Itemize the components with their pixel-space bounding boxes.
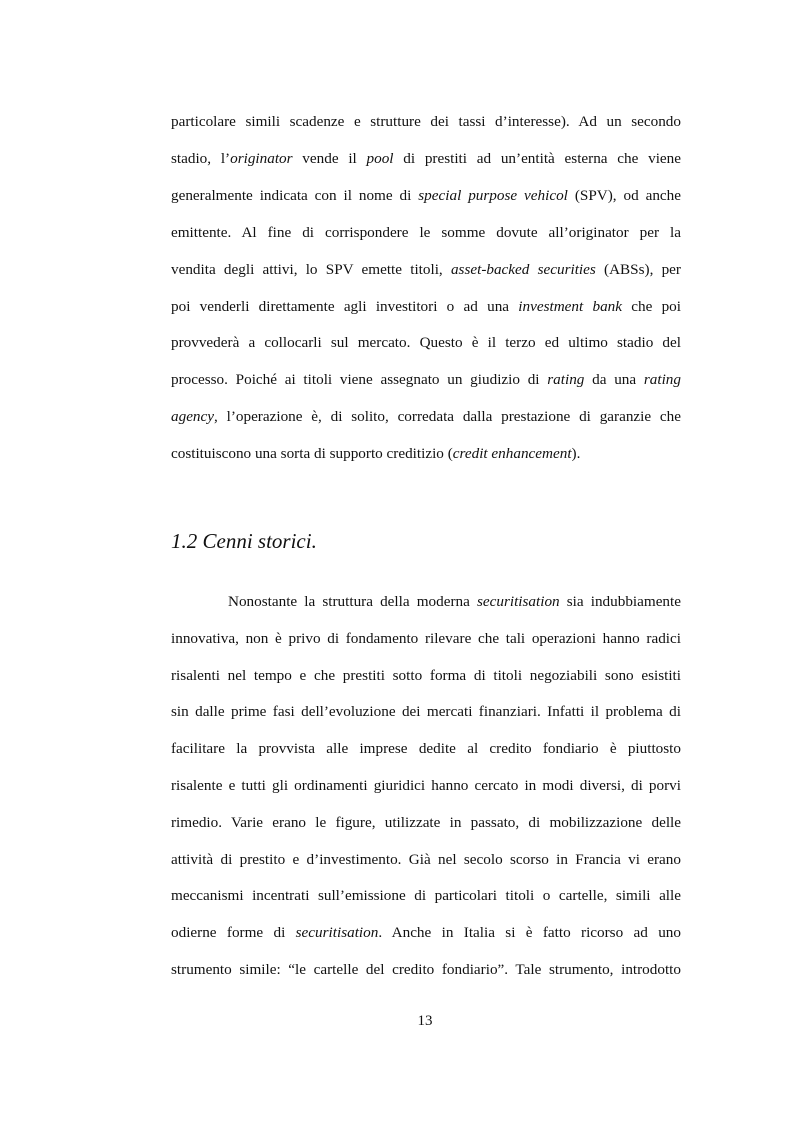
text-run: Nonostante la struttura della moderna [228, 593, 477, 610]
text-run: costituiscono una sorta di supporto creditizio ( [171, 445, 453, 463]
text-run: ). [571, 445, 581, 463]
italic-term: asset-backed securities [450, 260, 596, 278]
text-run: sia indubbiamente [559, 593, 681, 610]
text-line [171, 739, 681, 759]
text-run: processo. Poiché ai titoli viene assegnato un giudizio di [171, 371, 548, 389]
text-line [171, 407, 681, 427]
text-line [171, 629, 681, 649]
page-number: 13 [417, 1013, 433, 1029]
text-run: particolare simili scadenze e strutture dei tassi d’interesse). Ad un secondo [171, 113, 681, 130]
italic-term: originator [230, 149, 293, 167]
text-line [171, 186, 681, 206]
italic-term: special purpose vehicol [418, 186, 568, 204]
italic-term: securitisation [295, 924, 379, 942]
text-line [171, 223, 681, 243]
text-run: vende il [292, 149, 367, 167]
text-line [171, 666, 681, 686]
text-run: sin dalle prime fasi dell’evoluzione dei mercati finanziari. Infatti il problema di [171, 703, 681, 721]
text-run: (SPV), od anche [567, 186, 682, 204]
text-run: da una [584, 371, 644, 389]
text-run: attività di prestito e d’investimento. Già nel secolo scorso in Francia vi erano [171, 850, 681, 868]
text-run: stadio, l’ [171, 149, 231, 167]
text-line [171, 813, 681, 833]
text-run: poi venderli direttamente agli investitori o ad una [171, 297, 519, 315]
text-line [171, 850, 681, 870]
text-line [171, 297, 681, 317]
text-run: rimedio. Varie erano le figure, utilizzate in passato, di mobilizzazione delle [171, 813, 681, 831]
text-line [228, 592, 681, 612]
italic-term: rating [643, 371, 681, 389]
text-run: innovativa, non è privo di fondamento rilevare che tali operazioni hanno radici [171, 629, 681, 647]
text-run: generalmente indicata con il nome di [171, 186, 419, 204]
text-run: risalente e tutti gli ordinamenti giuridici hanno cercato in modi diversi, di porvi [171, 777, 681, 794]
italic-term: securitisation [476, 593, 560, 610]
text-run: provvederà a collocarli sul mercato. Questo è il terzo ed ultimo stadio del [171, 334, 681, 352]
text-line [171, 702, 681, 722]
text-line [171, 149, 681, 169]
italic-term: pool [366, 149, 394, 167]
text-line [171, 333, 681, 353]
text-run: di prestiti ad un’entità esterna che viene [393, 149, 682, 167]
text-run: . Anche in Italia si è fatto ricorso ad uno [378, 924, 681, 942]
text-line [171, 370, 681, 390]
italic-term: agency [171, 408, 215, 426]
italic-term: credit enhancement [452, 445, 572, 463]
text-line [171, 960, 681, 980]
text-line [171, 444, 681, 464]
section-heading: 1.2 Cenni storici. [171, 529, 317, 553]
text-run: , l’operazione è, di solito, corredata dalla prestazione di garanzie che [214, 408, 681, 426]
text-run: vendita degli attivi, lo SPV emette titoli, [171, 260, 451, 278]
text-run: odierne forme di [171, 924, 296, 942]
text-line [171, 260, 681, 280]
text-line [171, 886, 681, 906]
text-run: strumento simile: “le cartelle del credito fondiario”. Tale strumento, introdotto [171, 961, 681, 978]
text-run: risalenti nel tempo e che prestiti sotto forma di titoli negoziabili sono esistiti [171, 666, 681, 684]
text-run: (ABSs), per [595, 260, 681, 278]
text-line [171, 776, 681, 796]
text-line [171, 112, 681, 132]
italic-term: investment bank [518, 297, 622, 315]
text-line [171, 923, 681, 943]
italic-term: rating [547, 371, 585, 389]
text-run: meccanismi incentrati sull’emissione di particolari titoli o cartelle, simili alle [171, 887, 681, 905]
text-run: facilitare la provvista alle imprese dedite al credito fondiario è piuttosto [171, 740, 681, 758]
text-run: che poi [622, 297, 681, 315]
text-run: emittente. Al fine di corrispondere le somme dovute all’originator per la [171, 223, 681, 241]
